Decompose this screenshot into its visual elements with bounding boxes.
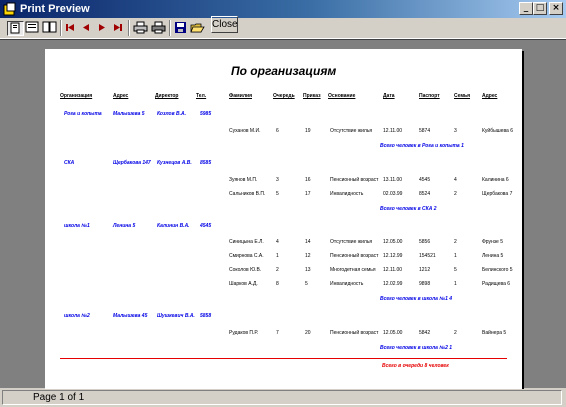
row-order: 17 bbox=[305, 191, 311, 197]
row-addr: Фрунзе 5 bbox=[482, 239, 503, 245]
group-dir: Калинин В.А. bbox=[157, 223, 190, 229]
row-passport: 8524 bbox=[419, 191, 431, 197]
row-name: Соколов Ю.В. bbox=[229, 267, 262, 273]
row-family: 3 bbox=[454, 128, 457, 134]
row-basis: Пенсионный возраст bbox=[330, 253, 379, 259]
group-tel: 5858 bbox=[200, 313, 212, 319]
print-icon bbox=[133, 21, 148, 34]
header-addr2: Адрес bbox=[482, 93, 498, 99]
row-queue: 2 bbox=[276, 267, 279, 273]
group-org: школа №1 bbox=[64, 223, 90, 229]
group-dir: Козлов В.А. bbox=[157, 111, 186, 117]
whole-page-button[interactable] bbox=[7, 21, 24, 36]
row-family: 2 bbox=[454, 191, 457, 197]
page-indicator: Page 1 of 1 bbox=[33, 392, 85, 403]
row-name: Зуянов М.П. bbox=[229, 177, 258, 183]
row-addr: Радищева 6 bbox=[482, 281, 511, 287]
row-name: Суханов М.И. bbox=[229, 128, 261, 134]
table-row bbox=[45, 239, 522, 246]
row-order: 5 bbox=[305, 281, 308, 287]
header-tel: Тел. bbox=[196, 93, 207, 99]
row-queue: 5 bbox=[276, 191, 279, 197]
two-pages-icon bbox=[42, 21, 57, 34]
close-button[interactable]: Close bbox=[211, 16, 238, 33]
row-basis: Отсутствие жилья bbox=[330, 128, 373, 134]
group-tel: 4545 bbox=[200, 223, 212, 229]
last-page-button[interactable] bbox=[112, 21, 124, 36]
row-queue: 1 bbox=[276, 253, 279, 259]
row-order: 19 bbox=[305, 128, 311, 134]
open-button[interactable] bbox=[190, 21, 205, 36]
row-addr: Вайнера 5 bbox=[482, 330, 507, 336]
row-basis: Пенсионный возраст bbox=[330, 330, 379, 336]
minimize-button[interactable] bbox=[519, 2, 533, 15]
row-queue: 8 bbox=[276, 281, 279, 287]
row-name: Шарков А.Д. bbox=[229, 281, 258, 287]
group-addr: Ленина 5 bbox=[113, 223, 136, 229]
row-date: 12.05.00 bbox=[383, 330, 403, 336]
report-page bbox=[45, 49, 522, 389]
row-basis: Пенсионный возраст bbox=[330, 177, 379, 183]
last-page-icon bbox=[112, 21, 124, 34]
row-passport: 4545 bbox=[419, 177, 431, 183]
row-addr: Калинина 6 bbox=[482, 177, 509, 183]
row-order: 20 bbox=[305, 330, 311, 336]
save-button[interactable] bbox=[173, 21, 188, 36]
row-addr: Щербакова 7 bbox=[482, 191, 513, 197]
row-date: 02.03.99 bbox=[383, 191, 403, 197]
row-queue: 3 bbox=[276, 177, 279, 183]
header-basis: Основание bbox=[328, 93, 356, 99]
status-bar bbox=[0, 389, 566, 407]
row-basis: Отсутствие жилья bbox=[330, 239, 373, 245]
header-addr: Адрес bbox=[113, 93, 129, 99]
header-date: Дата bbox=[383, 93, 395, 99]
row-date: 12.11.00 bbox=[383, 267, 403, 273]
row-name: Смирнова С.А. bbox=[229, 253, 264, 259]
row-basis: Многодетная семья bbox=[330, 267, 376, 273]
header-passport: Паспорт bbox=[419, 93, 440, 99]
close-window-button[interactable] bbox=[549, 2, 563, 15]
row-basis: Инвалидность bbox=[330, 281, 364, 287]
row-family: 2 bbox=[454, 239, 457, 245]
row-addr: Куйбышева 6 bbox=[482, 128, 514, 134]
status-panel bbox=[2, 390, 562, 405]
row-queue: 4 bbox=[276, 239, 279, 245]
row-addr: Белинского 5 bbox=[482, 267, 513, 273]
row-name: Синицына Е.Л. bbox=[229, 239, 264, 245]
row-date: 12.02.99 bbox=[383, 281, 403, 287]
save-icon bbox=[173, 21, 188, 34]
table-row bbox=[45, 253, 522, 260]
print-button[interactable] bbox=[133, 21, 148, 36]
print-setup-icon bbox=[151, 21, 166, 34]
first-page-button[interactable] bbox=[64, 21, 76, 36]
header-order: Приказ bbox=[303, 93, 321, 99]
row-date: 13.11.00 bbox=[383, 177, 403, 183]
report-title: По организациям bbox=[231, 64, 337, 78]
maximize-icon: □ bbox=[535, 3, 545, 13]
group-summary: Всего человек в СКА 2 bbox=[380, 206, 437, 212]
window-title: Print Preview bbox=[20, 3, 90, 15]
row-order: 14 bbox=[305, 239, 311, 245]
group-tel: 5985 bbox=[200, 111, 212, 117]
row-addr: Ленина 5 bbox=[482, 253, 504, 259]
row-passport: 154521 bbox=[419, 253, 436, 259]
group-addr: Малышева 45 bbox=[113, 313, 148, 319]
row-date: 12.12.99 bbox=[383, 253, 403, 259]
row-passport: 1212 bbox=[419, 267, 431, 273]
header-family: Семья bbox=[454, 93, 471, 99]
row-family: 1 bbox=[454, 281, 457, 287]
row-family: 4 bbox=[454, 177, 457, 183]
row-queue: 7 bbox=[276, 330, 279, 336]
group-addr: Малышева 5 bbox=[113, 111, 145, 117]
row-name: Рудаков П.Р. bbox=[229, 330, 259, 336]
toolbar-separator bbox=[128, 20, 130, 36]
row-basis: Инвалидность bbox=[330, 191, 364, 197]
close-icon: × bbox=[552, 3, 560, 13]
table-row bbox=[45, 128, 522, 135]
open-icon bbox=[190, 21, 205, 34]
first-page-icon bbox=[64, 21, 76, 34]
preview-area[interactable] bbox=[0, 39, 566, 388]
page-width-button[interactable] bbox=[25, 21, 40, 36]
minimize-icon: _ bbox=[523, 3, 529, 13]
row-family: 5 bbox=[454, 267, 457, 273]
row-family: 2 bbox=[454, 330, 457, 336]
group-org: Рога и копыта bbox=[64, 111, 102, 117]
table-row bbox=[45, 191, 522, 198]
row-order: 13 bbox=[305, 267, 311, 273]
group-dir: Шушкевич В.А. bbox=[157, 313, 195, 319]
toolbar-separator bbox=[169, 20, 171, 36]
grand-total: Всего в очереди 8 человек bbox=[382, 363, 449, 369]
group-summary: Всего человек в школа №2 1 bbox=[380, 345, 453, 351]
next-page-icon bbox=[96, 21, 108, 34]
table-row bbox=[45, 281, 522, 288]
row-passport: 9898 bbox=[419, 281, 431, 287]
header-queue: Очередь bbox=[273, 93, 295, 99]
header-org: Организация bbox=[60, 93, 93, 99]
whole-page-icon bbox=[8, 22, 23, 35]
group-addr: Щербакова 147 bbox=[113, 160, 151, 166]
toolbar bbox=[0, 18, 566, 39]
total-divider bbox=[60, 358, 507, 359]
title-bar bbox=[0, 0, 566, 18]
print-setup-button[interactable] bbox=[151, 21, 166, 36]
group-tel: 8585 bbox=[200, 160, 212, 166]
previous-page-button[interactable] bbox=[80, 21, 92, 36]
header-fam: Фамилия bbox=[229, 93, 252, 99]
table-row bbox=[45, 267, 522, 274]
row-name: Сальников В.П. bbox=[229, 191, 266, 197]
maximize-button[interactable] bbox=[533, 2, 547, 15]
row-date: 12.11.00 bbox=[383, 128, 403, 134]
toolbar-separator bbox=[60, 20, 62, 36]
two-pages-button[interactable] bbox=[42, 21, 57, 36]
group-summary: Всего человек в школа №1 4 bbox=[380, 296, 453, 302]
app-icon bbox=[3, 2, 17, 16]
table-row bbox=[45, 330, 522, 337]
page-width-icon bbox=[25, 21, 40, 34]
previous-page-icon bbox=[80, 21, 92, 34]
group-org: школа №2 bbox=[64, 313, 90, 319]
row-order: 12 bbox=[305, 253, 311, 259]
row-family: 1 bbox=[454, 253, 457, 259]
next-page-button[interactable] bbox=[96, 21, 108, 36]
header-dir: Директор bbox=[155, 93, 179, 99]
group-dir: Кузнецов А.В. bbox=[157, 160, 192, 166]
row-date: 12.05.00 bbox=[383, 239, 403, 245]
row-passport: 5842 bbox=[419, 330, 431, 336]
group-summary: Всего человек в Рога и копыта 1 bbox=[380, 143, 464, 149]
row-passport: 5856 bbox=[419, 239, 431, 245]
row-order: 16 bbox=[305, 177, 311, 183]
table-row bbox=[45, 177, 522, 184]
group-org: СКА bbox=[64, 160, 75, 166]
row-passport: 5874 bbox=[419, 128, 431, 134]
row-queue: 6 bbox=[276, 128, 279, 134]
